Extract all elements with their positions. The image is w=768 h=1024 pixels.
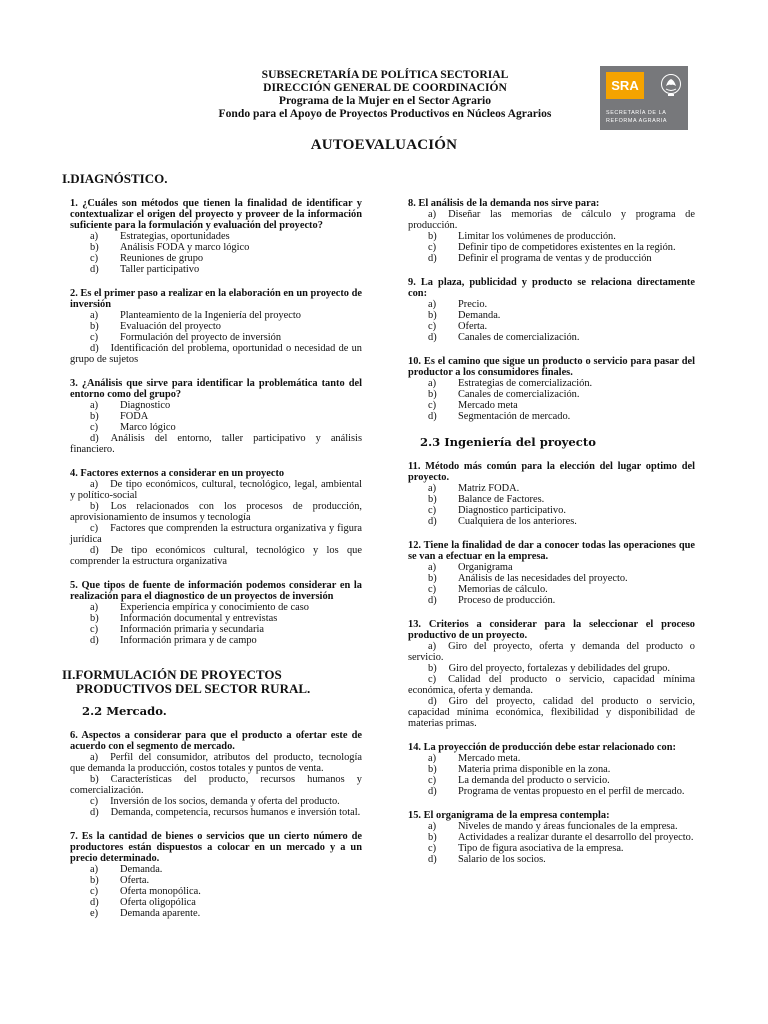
question-text: 11. Método más común para la elección del lugar optimo del proyecto. [408,461,695,483]
option-letter: d) [90,635,99,646]
option-letter: c) [428,321,437,332]
option-text: Estrategias de comercialización. [458,378,593,389]
section-diagnostico-title: I.DIAGNÓSTICO. [62,171,168,186]
option-letter: d) [90,807,99,818]
option-text: Matriz FODA. [458,483,520,494]
answer-option [408,209,695,231]
option-text: Información primaria y secundaria [120,624,264,635]
answer-option [408,696,695,729]
option-text: Materia prima disponible en la zona. [458,764,611,775]
option-letter: d) [428,786,437,797]
question-text: 5. Que tipos de fuente de información podemos considerar en la realización para el diagnostico de un proyectos de inversión [70,580,362,602]
option-letter: b) [428,832,437,843]
answer-option [408,854,695,865]
option-text: Inversión de los socios, demanda y oferta del producto. [110,796,340,807]
section-formulacion-line-1: II.FORMULACIÓN DE PROYECTOS [62,667,282,682]
option-letter: a) [90,602,99,613]
question-11 [408,461,695,527]
option-text: Giro del proyecto, fortalezas y debilidades del grupo. [448,663,670,674]
option-text: Segmentación de mercado. [458,411,571,422]
option-text: Demanda, competencia, recursos humanos e inversión total. [110,807,361,818]
answer-option [70,264,362,275]
subsection-mercado-title: 2.2 Mercado. [82,704,167,718]
option-letter: d) [90,433,99,444]
option-letter: d) [428,595,437,606]
option-letter: b) [90,321,99,332]
option-text: Perfil del consumidor, atributos del producto, tecnología que demanda la producción, costos totales y puntos de venta. [70,752,362,774]
answer-option [408,786,695,797]
option-text: Programa de ventas propuesto en el perfil de mercado. [458,786,685,797]
option-text: Canales de comercialización. [458,389,580,400]
option-text: Planteamiento de la Ingeniería del proyecto [120,310,301,321]
option-text: Definir tipo de competidores existentes en la región. [458,242,676,253]
option-letter: c) [90,886,99,897]
option-letter: c) [428,400,437,411]
answer-option [70,774,362,796]
option-letter: b) [428,573,437,584]
answer-option [408,299,695,310]
answer-option [408,253,695,264]
option-letter: d) [428,516,437,527]
option-text: Demanda. [458,310,501,321]
right-column [408,198,695,878]
sra-logo-line-1: SECRETARÍA DE LA [606,110,667,116]
option-text: La demanda del producto o servicio. [458,775,610,786]
answer-option [408,595,695,606]
option-text: Experiencia empírica y conocimiento de caso [120,602,309,613]
answer-option [70,864,362,875]
answer-option [408,821,695,832]
option-letter: a) [90,864,99,875]
option-letter: a) [428,562,437,573]
answer-option [408,483,695,494]
answer-option [70,343,362,365]
option-letter: b) [428,389,437,400]
option-letter: b) [428,494,437,505]
question-text: 1. ¿Cuáles son métodos que tienen la finalidad de identificar y contextualizar el origen del proyecto y proveer de la información suficiente para la formulación y evaluación del proyecto? [70,198,362,231]
option-letter: c) [428,584,437,595]
option-text: Reuniones de grupo [120,253,204,264]
answer-option [70,422,362,433]
question-8 [408,198,695,264]
answer-option [408,843,695,854]
header-line-1: SUBSECRETARÍA DE POLÍTICA SECTORIAL [261,68,509,81]
answer-option [408,641,695,663]
option-letter: b) [428,231,437,242]
header-line-2: DIRECCIÓN GENERAL DE COORDINACIÓN [263,81,507,94]
answer-option [70,523,362,545]
option-text: Evaluación del proyecto [120,321,221,332]
option-text: Oferta oligopólica [120,897,196,908]
option-letter: a) [428,821,437,832]
option-text: Canales de comercialización. [458,332,580,343]
option-letter: a) [90,231,99,242]
option-letter: b) [428,764,437,775]
question-4 [70,468,362,567]
option-letter: a) [428,641,437,652]
option-letter: b) [428,310,437,321]
option-letter: c) [428,775,437,786]
answer-option [408,400,695,411]
option-letter: c) [90,624,99,635]
option-text: Identificación del problema, oportunidad o necesidad de un grupo de sujetos [70,343,362,365]
option-letter: d) [90,264,99,275]
answer-option [408,753,695,764]
question-9 [408,277,695,343]
option-letter: c) [90,523,99,534]
option-letter: d) [428,253,437,264]
option-letter: a) [428,753,437,764]
answer-option [70,624,362,635]
answer-option [408,494,695,505]
answer-option [70,242,362,253]
question-text: 13. Criterios a considerar para la seleccionar el proceso productivo de un proyecto. [408,619,695,641]
option-letter: b) [90,242,99,253]
option-letter: c) [428,505,437,516]
option-letter: b) [90,613,99,624]
answer-option [408,674,695,696]
question-5 [70,580,362,646]
option-text: Precio. [458,299,488,310]
option-letter: b) [90,411,99,422]
option-letter: c) [90,332,99,343]
option-text: Mercado meta. [458,753,521,764]
answer-option [70,231,362,242]
section-formulacion-title [62,668,362,696]
option-text: Información documental y entrevistas [120,613,278,624]
option-text: Diseñar las memorias de cálculo y programa de producción. [408,209,695,231]
question-10 [408,356,695,422]
option-letter: a) [90,310,99,321]
answer-option [70,253,362,264]
answer-option [70,400,362,411]
option-letter: a) [428,483,437,494]
option-letter: a) [428,209,437,220]
sra-logo [600,66,688,130]
option-letter: b) [90,501,99,512]
question-text: 4. Factores externos a considerar en un proyecto [70,468,285,479]
option-text: Análisis FODA y marco lógico [120,242,250,253]
option-text: Giro del proyecto, oferta y demanda del producto o servicio. [408,641,695,663]
option-letter: d) [428,854,437,865]
sra-logo-line-2: REFORMA AGRARIA [606,118,668,124]
answer-option [408,310,695,321]
question-text: 6. Aspectos a considerar para que el producto a ofertar este de acuerdo con el segmento de mercado. [70,730,362,752]
option-letter: c) [90,796,99,807]
answer-option [70,602,362,613]
answer-option [408,562,695,573]
option-text: Proceso de producción. [458,595,556,606]
answer-option [408,764,695,775]
answer-option [70,332,362,343]
option-text: Diagnostico participativo. [458,505,566,516]
mexican-eagle-seal-icon [660,72,682,98]
option-text: Balance de Factores. [458,494,545,505]
option-letter: a) [428,378,437,389]
option-letter: e) [90,908,99,919]
answer-option [408,584,695,595]
option-text: Formulación del proyecto de inversión [120,332,282,343]
option-text: Calidad del producto o servicio, capacidad mínima económica, oferta y demanda. [408,674,695,696]
question-text: 3. ¿Análisis que sirve para identificar la problemática tanto del entorno como del grupo? [70,378,362,400]
option-text: Tipo de figura asociativa de la empresa. [458,843,624,854]
answer-option [408,505,695,516]
sra-logo-badge: SRA [606,72,644,99]
option-letter: b) [428,663,437,674]
option-letter: c) [428,843,437,854]
option-letter: c) [90,253,99,264]
option-letter: a) [90,479,99,490]
option-text: Oferta. [120,875,150,886]
option-letter: d) [90,897,99,908]
answer-option [408,378,695,389]
option-letter: a) [90,752,99,763]
question-12 [408,540,695,606]
question-13 [408,619,695,729]
question-text: 7. Es la cantidad de bienes o servicios que un cierto número de productores están dispuestos a colocar en un mercado y a un precio determinado. [70,831,362,864]
answer-option [408,332,695,343]
answer-option [408,516,695,527]
answer-option [70,411,362,422]
question-1 [70,198,362,275]
question-text: 9. La plaza, publicidad y producto se relaciona directamente con: [408,277,695,299]
option-text: Salario de los socios. [458,854,546,865]
option-text: Demanda. [120,864,163,875]
question-6 [70,730,362,818]
option-text: Cualquiera de los anteriores. [458,516,577,527]
answer-option [70,908,362,919]
option-text: Oferta. [458,321,488,332]
document-header [170,68,600,120]
section-formulacion-line-2: PRODUCTIVOS DEL SECTOR RURAL. [76,681,311,696]
option-text: Análisis de las necesidades del proyecto. [458,573,628,584]
question-15 [408,810,695,865]
option-letter: c) [90,422,99,433]
answer-option [70,310,362,321]
answer-option [408,663,695,674]
answer-option [70,807,362,818]
question-3 [70,378,362,455]
option-text: De tipo económicos, cultural, tecnológico, legal, ambiental y político-social [70,479,362,501]
answer-option [70,545,362,567]
option-text: Análisis del entorno, taller participativo y análisis financiero. [70,433,362,455]
option-text: Mercado meta [458,400,518,411]
option-text: Marco lógico [120,422,176,433]
option-text: De tipo económicos cultural, tecnológico y los que comprender la estructura organizativa [70,545,362,567]
question-text: 8. El análisis de la demanda nos sirve para: [408,198,600,209]
question-text: 12. Tiene la finalidad de dar a conocer todas las operaciones que se van a efectuar en la empresa. [408,540,695,562]
header-line-4: Fondo para el Apoyo de Proyectos Productivos en Núcleos Agrarios [218,107,552,120]
answer-option [70,635,362,646]
option-text: FODA [120,411,149,422]
option-text: Características del producto, recursos humanos y comercialización. [70,774,362,796]
answer-option [70,752,362,774]
option-text: Demanda aparente. [120,908,201,919]
answer-option [408,242,695,253]
question-14 [408,742,695,797]
question-text: 2. Es el primer paso a realizar en la elaboración en un proyecto de inversión [70,288,362,310]
page-title: AUTOEVALUACIÓN [310,137,458,153]
question-text: 10. Es el camino que sigue un producto o servicio para pasar del productor a los consumidores finales. [408,356,695,378]
option-letter: c) [428,674,437,685]
option-text: Memorias de cálculo. [458,584,548,595]
option-letter: d) [90,343,99,354]
answer-option [70,479,362,501]
answer-option [70,796,362,807]
answer-option [408,573,695,584]
option-text: Niveles de mando y áreas funcionales de la empresa. [458,821,678,832]
option-text: Organigrama [458,562,513,573]
answer-option [70,875,362,886]
answer-option [408,775,695,786]
question-7 [70,831,362,919]
answer-option [408,411,695,422]
option-text: Limitar los volúmenes de producción. [458,231,616,242]
answer-option [70,897,362,908]
question-2 [70,288,362,365]
option-text: Diagnostico [120,400,171,411]
answer-option [70,886,362,897]
option-letter: c) [428,242,437,253]
question-text: 15. El organigrama de la empresa contempla: [408,810,610,821]
answer-option [70,321,362,332]
option-letter: d) [428,332,437,343]
option-text: Definir el programa de ventas y de producción [458,253,652,264]
option-letter: d) [428,411,437,422]
option-text: Factores que comprenden la estructura organizativa y figura jurídica [70,523,362,545]
option-text: Actividades a realizar durante el desarrollo del proyecto. [458,832,694,843]
answer-option [408,389,695,400]
option-letter: d) [428,696,437,707]
answer-option [408,321,695,332]
answer-option [70,613,362,624]
subsection-ingenieria-title: 2.3 Ingeniería del proyecto [420,435,596,449]
answer-option [408,832,695,843]
option-letter: d) [90,545,99,556]
option-text: Oferta monopólica. [120,886,201,897]
option-letter: a) [90,400,99,411]
option-text: Giro del proyecto, calidad del producto o servicio, capacidad mínima económica, flexibilidad y disponibilidad de materias primas. [408,696,695,729]
answer-option [408,231,695,242]
header-line-3: Programa de la Mujer en el Sector Agrario [278,94,492,107]
left-column [62,171,362,932]
option-letter: a) [428,299,437,310]
option-text: Los relacionados con los procesos de producción, aprovisionamiento de insumos y tecnología [70,501,362,523]
answer-option [70,433,362,455]
question-text: 14. La proyección de producción debe estar relacionado con: [408,742,676,753]
option-letter: b) [90,875,99,886]
option-letter: b) [90,774,99,785]
option-text: Taller participativo [120,264,200,275]
option-text: Información primara y de campo [120,635,257,646]
answer-option [70,501,362,523]
option-text: Estrategias, oportunidades [120,231,230,242]
